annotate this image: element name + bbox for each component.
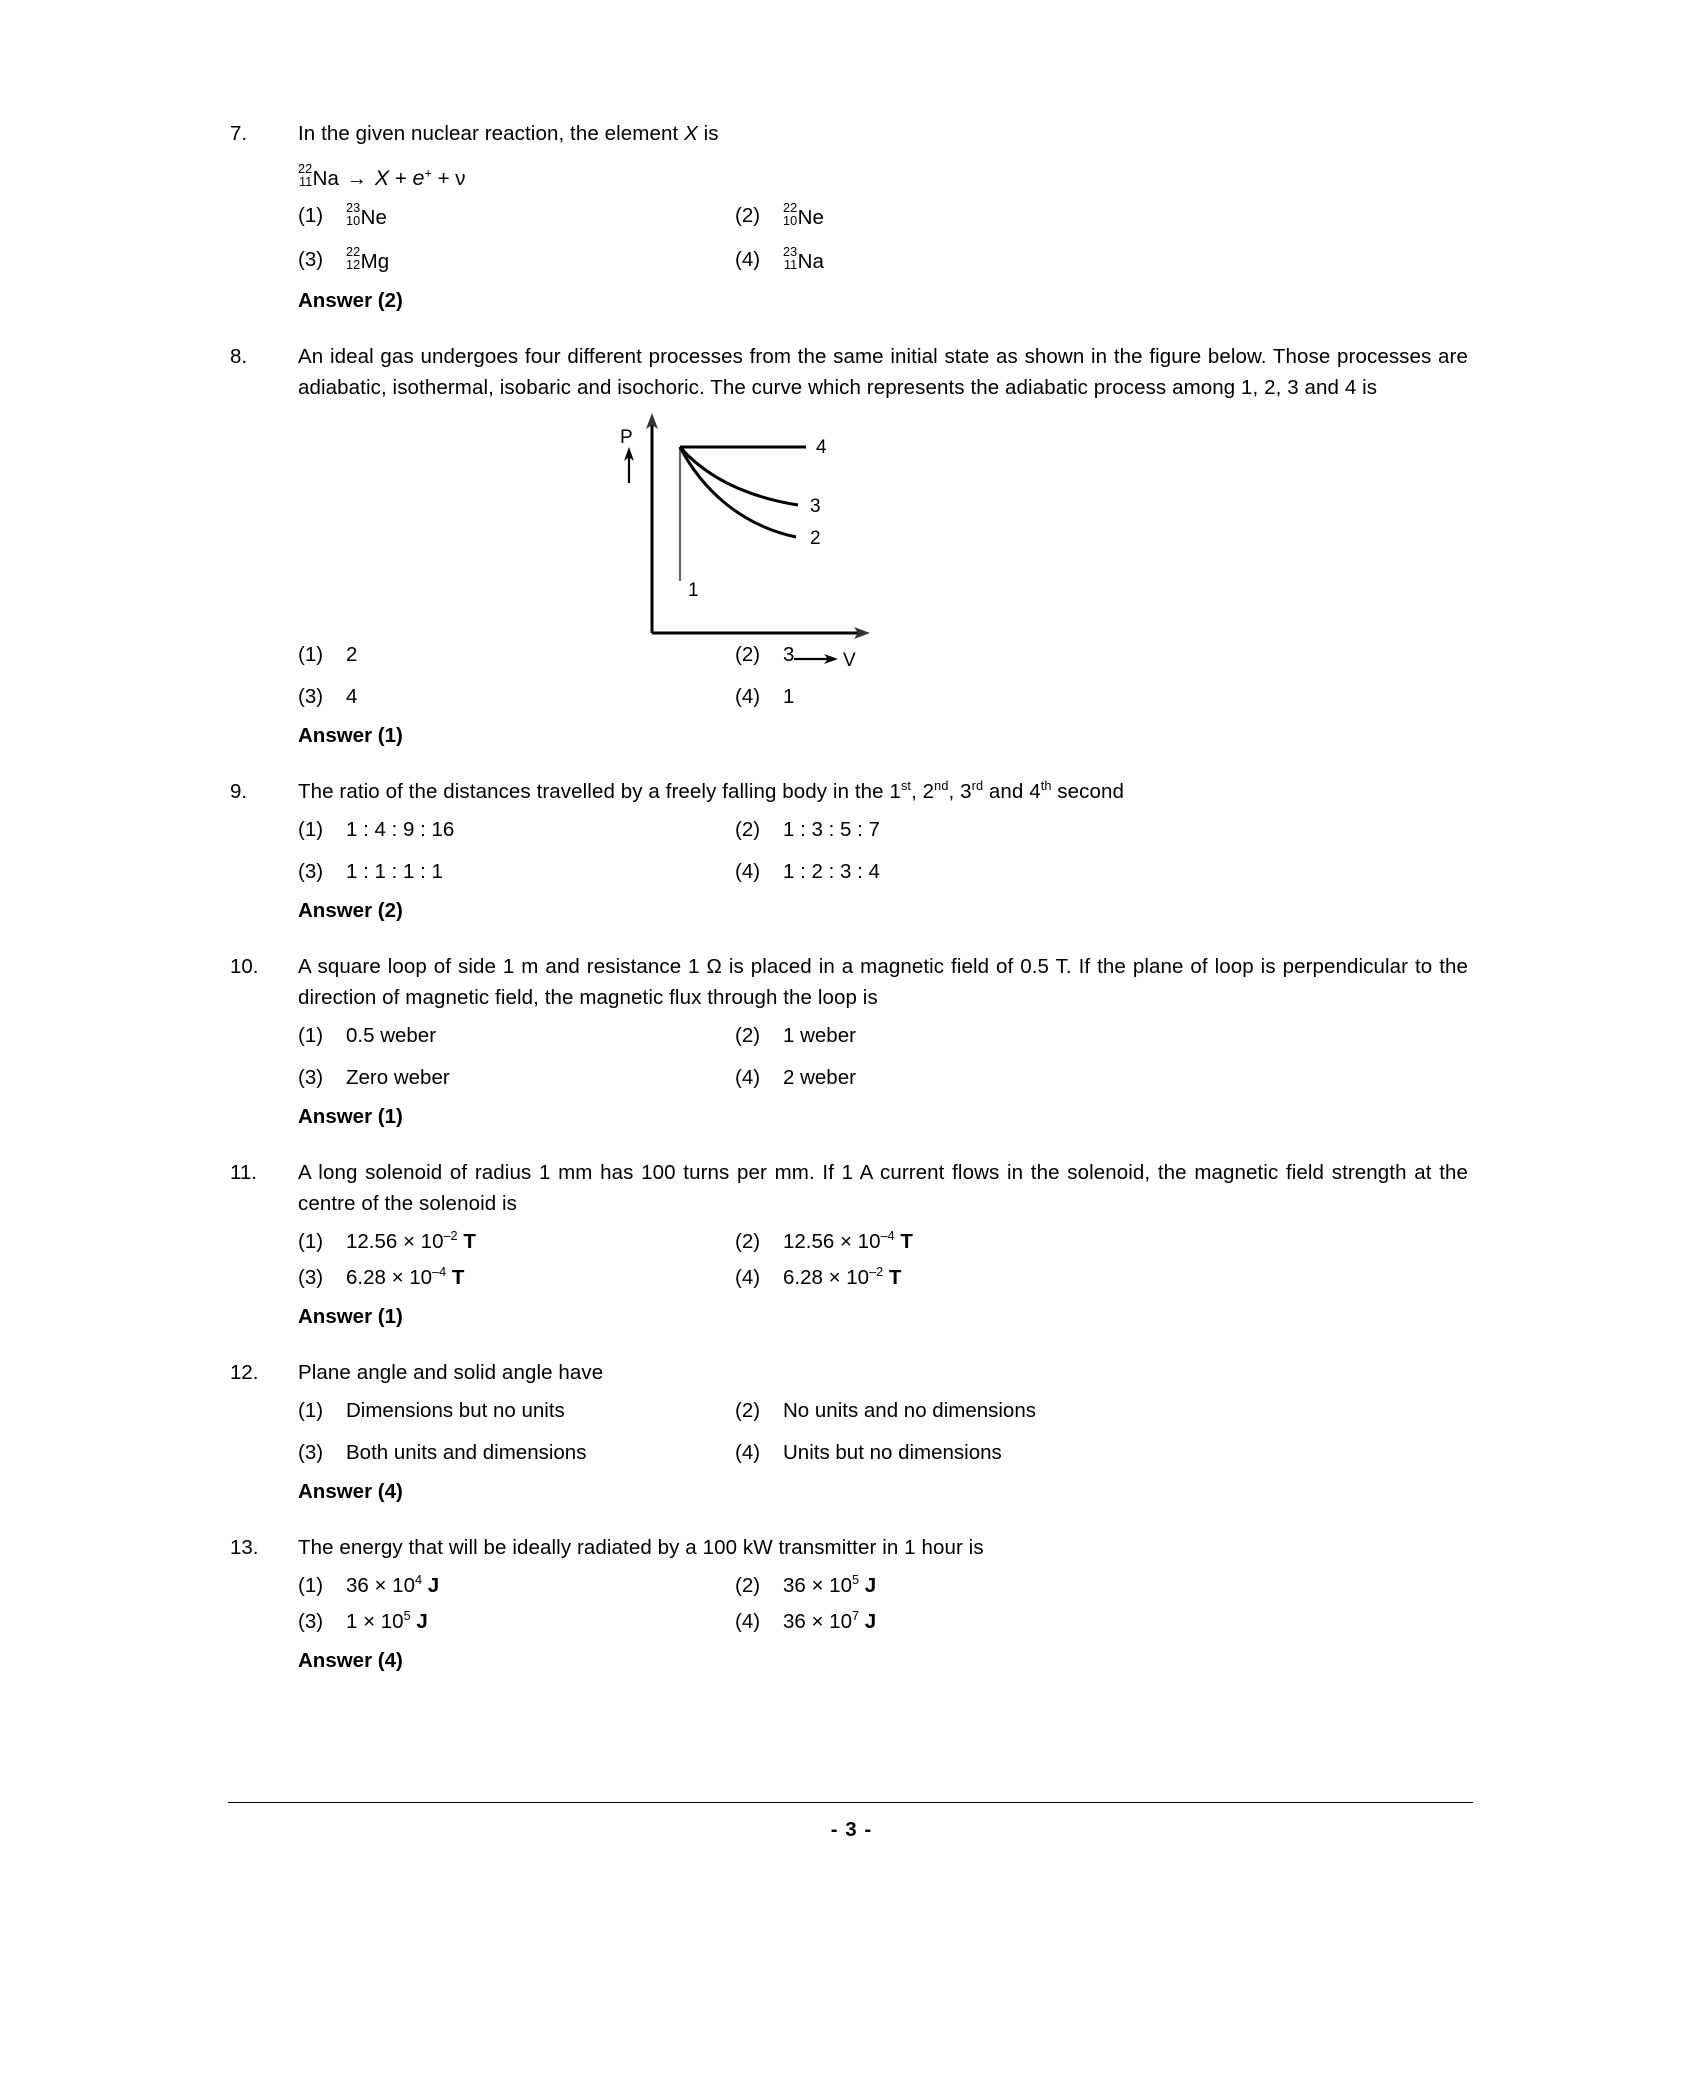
option-label: (4) <box>735 248 761 272</box>
option-label: (4) <box>735 1441 761 1465</box>
option-label: (1) <box>298 818 324 842</box>
option-2[interactable] <box>735 1572 1468 1600</box>
curve-label-4: 4 <box>816 437 827 459</box>
option-value: 1 : 2 : 3 : 4 <box>783 860 880 884</box>
option-label: (1) <box>298 643 324 667</box>
option-label: (3) <box>298 1266 324 1290</box>
option-value: 1 : 1 : 1 : 1 <box>346 860 443 884</box>
question-text: A square loop of side 1 m and resistance 1 Ω is placed in a magnetic field of 0.5 T. If the plane of loop is perpendicular to the direction of magnetic field, the magnetic flux through the loop is <box>298 955 1468 1010</box>
option-value: 1 : 3 : 5 : 7 <box>783 818 880 842</box>
option-1[interactable] <box>298 641 735 669</box>
answer-text: Answer (1) <box>298 1305 403 1329</box>
option-label: (4) <box>735 1610 761 1634</box>
option-value: $12.56 \times 10^{-2}$ T <box>346 1228 476 1254</box>
pv-diagram-svg <box>598 411 998 672</box>
option-label: (3) <box>298 685 324 709</box>
option-3[interactable] <box>298 1264 735 1292</box>
question-block-11 <box>228 1157 1468 1331</box>
axis-label-p: P <box>620 427 633 449</box>
option-label: (1) <box>298 1024 324 1048</box>
option-value: 23 10 Ne <box>346 200 387 230</box>
option-2[interactable] <box>735 816 1468 844</box>
option-value: $6.28 \times 10^{-2}$ T <box>783 1264 902 1290</box>
option-2[interactable] <box>735 202 1468 232</box>
answer-10 <box>298 1103 1468 1131</box>
question-number: 12. <box>230 1361 259 1385</box>
question-text: Plane angle and solid angle have <box>298 1361 604 1385</box>
options-list <box>298 641 1468 711</box>
curve-label-2: 2 <box>810 528 821 550</box>
option-3[interactable] <box>298 246 735 276</box>
question-text: An ideal gas undergoes four different processes from the same initial state as shown in the figure below. Those processes are adiabatic, isothermal, isobaric and isochoric. The curve which represents the adiabatic process among 1, 2, 3 and 4 is <box>298 345 1468 400</box>
option-label: (2) <box>735 204 761 228</box>
option-row <box>298 1228 1468 1256</box>
option-4[interactable] <box>735 858 1468 886</box>
page-content <box>228 118 1468 1679</box>
option-row <box>298 1572 1468 1600</box>
options-list <box>298 202 1468 276</box>
option-value: 1 weber <box>783 1024 856 1048</box>
option-row <box>298 683 1468 711</box>
option-row <box>298 246 1468 276</box>
option-value: $36 \times 10^4$ J <box>346 1572 440 1598</box>
question-block-12 <box>228 1357 1468 1506</box>
option-value: No units and no dimensions <box>783 1399 1036 1423</box>
option-value: 3 <box>783 643 795 667</box>
option-1[interactable] <box>298 816 735 844</box>
answer-8 <box>298 722 1468 750</box>
option-value: Both units and dimensions <box>346 1441 587 1465</box>
option-3[interactable] <box>298 1439 735 1467</box>
option-value: Units but no dimensions <box>783 1441 1002 1465</box>
option-4[interactable] <box>735 246 1468 276</box>
option-value: 23 11 Na <box>783 244 824 274</box>
curve-label-1: 1 <box>688 580 699 602</box>
axis-label-v: V <box>843 650 856 672</box>
answer-12 <box>298 1478 1468 1506</box>
question-number: 10. <box>230 955 259 979</box>
option-1[interactable] <box>298 1022 735 1050</box>
option-value: $12.56 \times 10^{-4}$ T <box>783 1228 913 1254</box>
nuclear-reaction-formula: 22 11 Na → X + e+ + ν <box>298 161 466 191</box>
option-2[interactable] <box>735 1022 1468 1050</box>
option-label: (2) <box>735 1574 761 1598</box>
option-label: (2) <box>735 1399 761 1423</box>
answer-text: Answer (4) <box>298 1649 403 1673</box>
option-row <box>298 641 1468 672</box>
answer-7 <box>298 287 1468 315</box>
option-value: $6.28 \times 10^{-4}$ T <box>346 1264 465 1290</box>
option-label: (2) <box>735 1024 761 1048</box>
option-value: 2 weber <box>783 1066 856 1090</box>
answer-text: Answer (1) <box>298 1105 403 1129</box>
options-list <box>298 816 1468 886</box>
option-label: (2) <box>735 818 761 842</box>
option-1[interactable] <box>298 1572 735 1600</box>
option-row <box>298 858 1468 886</box>
option-value: 0.5 weber <box>346 1024 437 1048</box>
option-label: (4) <box>735 860 761 884</box>
options-list <box>298 1397 1468 1467</box>
option-label: (4) <box>735 1066 761 1090</box>
option-1[interactable] <box>298 1228 735 1256</box>
question-block-8 <box>228 341 1468 750</box>
option-value: 1 <box>783 685 795 709</box>
options-list <box>298 1572 1468 1636</box>
option-value: 4 <box>346 685 358 709</box>
option-3[interactable] <box>298 858 735 886</box>
option-label: (2) <box>735 1230 761 1254</box>
question-block-10 <box>228 951 1468 1131</box>
curve-label-3: 3 <box>810 496 821 518</box>
options-list <box>298 1022 1468 1092</box>
answer-text: Answer (1) <box>298 724 403 748</box>
option-label: (3) <box>298 1441 324 1465</box>
option-value: 22 10 Ne <box>783 200 824 230</box>
option-label: (3) <box>298 860 324 884</box>
question-block-13 <box>228 1532 1468 1675</box>
option-label: (2) <box>735 643 761 667</box>
option-4[interactable] <box>735 1439 1468 1467</box>
option-value: $36 \times 10^5$ J <box>783 1572 877 1598</box>
option-value: 2 <box>346 643 358 667</box>
question-block-7 <box>228 118 1468 315</box>
question-number: 8. <box>230 345 248 369</box>
option-label: (1) <box>298 204 324 228</box>
answer-text: Answer (2) <box>298 899 403 923</box>
answer-9 <box>298 897 1468 925</box>
options-list <box>298 1228 1468 1292</box>
option-4[interactable] <box>735 1064 1468 1092</box>
option-row <box>298 1397 1468 1425</box>
option-4[interactable] <box>735 1264 1468 1292</box>
option-2[interactable] <box>735 1228 1468 1256</box>
option-label: (4) <box>735 1266 761 1290</box>
answer-13 <box>298 1647 1468 1675</box>
page-number: - 3 - <box>830 1818 873 1841</box>
option-row <box>298 1439 1468 1467</box>
option-label: (1) <box>298 1399 324 1423</box>
answer-11 <box>298 1303 1468 1331</box>
question-number: 9. <box>230 780 248 804</box>
option-value: Zero weber <box>346 1066 450 1090</box>
answer-text: Answer (2) <box>298 289 403 313</box>
option-3[interactable] <box>298 683 735 711</box>
option-value: 22 12 Mg <box>346 244 390 274</box>
question-number: 13. <box>230 1536 259 1560</box>
option-1[interactable] <box>298 202 735 232</box>
answer-text: Answer (4) <box>298 1480 403 1504</box>
question-number: 11. <box>230 1161 257 1185</box>
option-row <box>298 1022 1468 1050</box>
option-3[interactable] <box>298 1608 735 1636</box>
option-4[interactable] <box>735 1608 1468 1636</box>
option-row <box>298 202 1468 232</box>
pv-diagram-figure <box>298 411 1468 672</box>
question-number: 7. <box>230 122 248 145</box>
option-label: (3) <box>298 248 324 272</box>
option-4[interactable] <box>735 683 1468 711</box>
option-3[interactable] <box>298 1064 735 1092</box>
question-text: In the given nuclear reaction, the element X is <box>298 122 719 145</box>
option-value: Dimensions but no units <box>346 1399 565 1423</box>
option-row <box>298 1608 1468 1636</box>
footer-divider <box>228 1802 1473 1803</box>
option-label: (1) <box>298 1574 324 1598</box>
option-row <box>298 816 1468 844</box>
option-label: (3) <box>298 1066 324 1090</box>
option-row <box>298 1264 1468 1292</box>
option-label: (3) <box>298 1610 324 1634</box>
option-1[interactable] <box>298 1397 735 1425</box>
option-value: $1 \times 10^5$ J <box>346 1608 428 1634</box>
option-value: 1 : 4 : 9 : 16 <box>346 818 455 842</box>
question-text: A long solenoid of radius 1 mm has 100 turns per mm. If 1 A current flows in the solenoid, the magnetic field strength at the centre of the solenoid is <box>298 1161 1468 1216</box>
question-text: The energy that will be ideally radiated by a 100 kW transmitter in 1 hour is <box>298 1536 984 1560</box>
question-block-9 <box>228 776 1468 925</box>
option-label: (4) <box>735 685 761 709</box>
option-2[interactable] <box>735 1397 1468 1425</box>
question-text: The ratio of the distances travelled by a freely falling body in the 1st, 2nd, 3rd and 4th second <box>298 778 1125 804</box>
option-row <box>298 1064 1468 1092</box>
option-value: $36 \times 10^7$ J <box>783 1608 877 1634</box>
option-label: (1) <box>298 1230 324 1254</box>
